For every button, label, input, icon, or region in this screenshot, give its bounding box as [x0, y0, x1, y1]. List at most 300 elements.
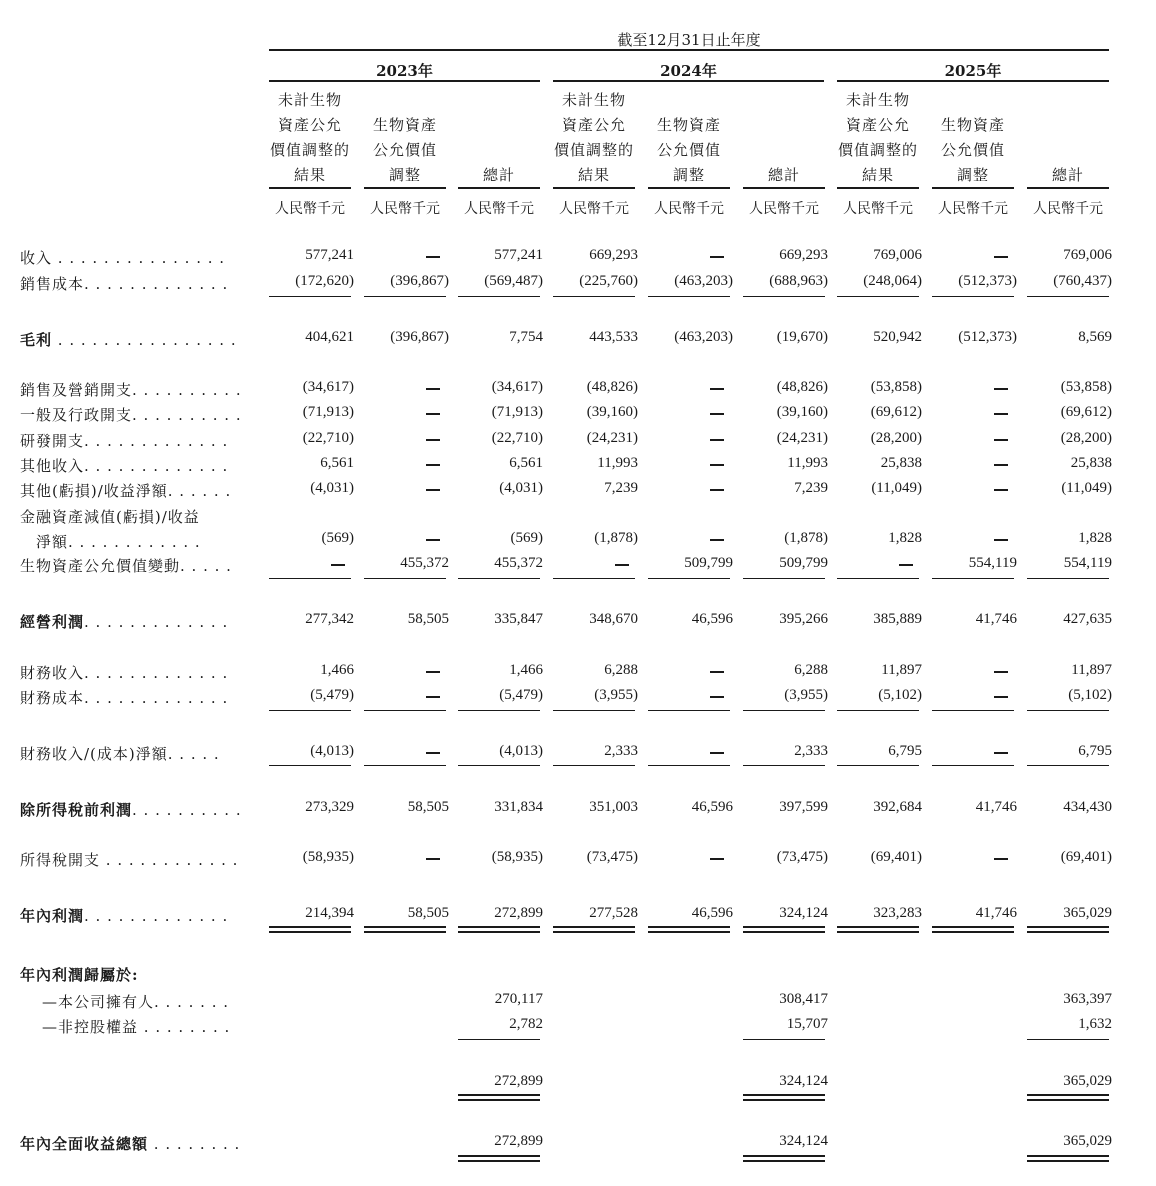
table-cell: (5,102)	[878, 687, 922, 703]
table-cell: 46,596	[691, 799, 733, 815]
column-header-rule	[743, 187, 825, 189]
row-label	[20, 849, 238, 870]
subtotal-rule	[364, 765, 446, 766]
row-label-text: 財務成本	[20, 689, 85, 707]
row-leader-dots: . . . . . . . . . .	[132, 381, 242, 399]
table-cell: 58,505	[407, 799, 449, 815]
table-cell: (3,955)	[784, 687, 828, 703]
table-cell: (4,013)	[310, 743, 354, 759]
table-cell: (4,013)	[499, 743, 543, 759]
year-rule	[269, 80, 540, 82]
nil-dash	[331, 564, 345, 566]
table-cell: (1,878)	[594, 530, 638, 546]
table-cell: (19,670)	[776, 329, 828, 345]
nil-dash	[994, 413, 1008, 415]
table-cell: 509,799	[684, 555, 733, 571]
table-cell: (69,612)	[1060, 404, 1112, 420]
column-header-rule	[553, 187, 635, 189]
subtotal-rule	[269, 578, 351, 579]
table-cell: 11,897	[881, 662, 922, 678]
row-leader-dots: . . . . . . . .	[148, 1135, 241, 1153]
table-cell: 324,124	[779, 905, 828, 921]
nil-dash	[426, 671, 440, 673]
row-leader-dots: . . . . . . . . . . . .	[68, 533, 201, 551]
subtotal-rule	[743, 710, 825, 711]
table-cell: (5,479)	[499, 687, 543, 703]
row-leader-dots: . . . . . . . . . . . . . . . .	[52, 331, 237, 349]
subtotal-rule	[932, 578, 1014, 579]
comprehensive-label	[20, 1133, 240, 1154]
column-header: 總計	[767, 166, 800, 184]
row-label-text: 財務收入/(成本)淨額	[20, 745, 168, 763]
subtotal-rule	[364, 578, 446, 579]
owners-value: 308,417	[779, 991, 828, 1007]
table-cell: 554,119	[1063, 555, 1112, 571]
table-cell: (569)	[321, 530, 354, 546]
nil-dash	[710, 413, 724, 415]
subtotal-rule	[837, 765, 919, 766]
subtotal-rule	[269, 710, 351, 711]
table-cell: (396,867)	[390, 273, 449, 289]
year-header: 2024年	[660, 62, 717, 80]
row-label-continuation: 淨額	[20, 533, 69, 551]
table-cell: (172,620)	[295, 273, 354, 289]
year-rule	[553, 80, 824, 82]
row-label	[20, 480, 231, 501]
nci-value: 15,707	[786, 1016, 828, 1032]
table-cell: 277,342	[305, 611, 354, 627]
nil-dash	[710, 439, 724, 441]
subtotal-rule	[1027, 296, 1109, 297]
comprehensive-value: 272,899	[494, 1133, 543, 1149]
row-leader-dots: . . . . . . . .	[138, 1018, 231, 1036]
table-cell: (39,160)	[776, 404, 828, 420]
nil-dash	[426, 696, 440, 698]
column-header: 總計	[1051, 166, 1084, 184]
row-leader-dots: . . . . .	[167, 745, 220, 763]
year-rule	[837, 80, 1109, 82]
row-leader-dots: . . . . . . .	[154, 993, 230, 1011]
total-double-rule	[1027, 926, 1109, 933]
total-double-rule	[553, 926, 635, 933]
row-label-text: 其他(虧損)/收益淨額	[20, 482, 168, 500]
row-label	[20, 611, 228, 632]
nil-dash	[426, 413, 440, 415]
table-cell: (48,826)	[586, 379, 638, 395]
subtotal-rule	[269, 765, 351, 766]
row-leader-dots: . . . . . . . . . . . .	[100, 851, 239, 869]
unit-label: 人民幣千元	[559, 201, 629, 217]
total-double-rule	[648, 926, 730, 933]
nil-dash	[710, 256, 724, 258]
column-header: 未計生物 資產公允 價值調整的 結果	[553, 91, 634, 184]
row-label-text: 生物資產公允價值變動	[20, 557, 181, 575]
row-leader-dots: . . . . .	[180, 557, 232, 575]
column-header: 生物資產 公允價值 調整	[656, 116, 721, 184]
nil-dash	[615, 564, 629, 566]
row-leader-dots: . . . . . . . . . . . . .	[84, 275, 229, 293]
nci-value: 2,782	[509, 1016, 543, 1032]
column-header: 生物資產 公允價值 調整	[940, 116, 1005, 184]
table-cell: (4,031)	[499, 480, 543, 496]
table-cell: 397,599	[779, 799, 828, 815]
subtotal-rule	[458, 765, 540, 766]
unit-label: 人民幣千元	[275, 201, 345, 217]
row-label	[20, 329, 237, 350]
row-label	[20, 743, 220, 764]
subtotal-rule	[743, 1039, 825, 1040]
table-cell: (248,064)	[863, 273, 922, 289]
subtotal-rule	[1027, 765, 1109, 766]
unit-label: 人民幣千元	[749, 201, 819, 217]
row-label-text: 其他收入	[20, 457, 85, 475]
column-header-rule	[269, 187, 351, 189]
subtotal-rule	[743, 765, 825, 766]
total-double-rule	[837, 926, 919, 933]
nil-dash	[710, 671, 724, 673]
table-cell: 392,684	[873, 799, 922, 815]
row-leader-dots: . . . . . . . . . . . . .	[84, 689, 229, 707]
subtotal-rule	[743, 296, 825, 297]
table-cell: 1,466	[509, 662, 543, 678]
row-label	[20, 455, 228, 476]
nil-dash	[426, 489, 440, 491]
table-cell: 11,993	[597, 455, 638, 471]
row-label-text: 研發開支	[20, 432, 85, 450]
subtotal-rule	[1027, 1039, 1109, 1040]
nil-dash	[994, 539, 1008, 541]
row-leader-dots: . . . . . . . . . . . . .	[84, 613, 229, 631]
table-cell: 669,293	[779, 247, 828, 263]
table-cell: (48,826)	[776, 379, 828, 395]
nil-dash	[994, 256, 1008, 258]
nil-dash	[994, 858, 1008, 860]
table-cell: 323,283	[873, 905, 922, 921]
row-label-text: 所得稅開支	[20, 851, 101, 869]
subtotal-rule	[837, 296, 919, 297]
table-cell: (71,913)	[302, 404, 354, 420]
table-cell: (569)	[510, 530, 543, 546]
subtotal-rule	[458, 578, 540, 579]
nil-dash	[426, 439, 440, 441]
row-label	[20, 505, 201, 555]
row-label-text: 銷售及營銷開支	[20, 381, 133, 399]
owners-value: 363,397	[1063, 991, 1112, 1007]
row-leader-dots: . . . . . .	[167, 482, 232, 500]
nil-dash	[426, 752, 440, 754]
nil-dash	[710, 752, 724, 754]
total-double-rule	[932, 926, 1014, 933]
subtotal-rule	[648, 765, 730, 766]
total-double-rule	[1027, 1094, 1109, 1101]
subtotal-rule	[837, 578, 919, 579]
table-cell: (73,475)	[586, 849, 638, 865]
attribution-label-text: —本公司擁有人	[42, 993, 155, 1011]
table-cell: 46,596	[691, 611, 733, 627]
table-cell: 351,003	[589, 799, 638, 815]
table-cell: 214,394	[305, 905, 354, 921]
table-cell: 58,505	[407, 905, 449, 921]
table-cell: (73,475)	[776, 849, 828, 865]
table-cell: 404,621	[305, 329, 354, 345]
subtotal-rule	[837, 710, 919, 711]
unit-label: 人民幣千元	[1033, 201, 1103, 217]
column-header: 未計生物 資產公允 價值調整的 結果	[837, 91, 918, 184]
table-cell: (34,617)	[302, 379, 354, 395]
table-cell: (11,049)	[1061, 480, 1112, 496]
row-leader-dots: . . . . . . . . . .	[132, 801, 242, 819]
row-label-text: 金融資產減值(虧損)/收益	[20, 508, 200, 526]
table-cell: 6,561	[509, 455, 543, 471]
table-cell: 427,635	[1063, 611, 1112, 627]
table-cell: (512,373)	[958, 329, 1017, 345]
attribution-label	[42, 1016, 230, 1037]
table-cell: (71,913)	[491, 404, 543, 420]
table-cell: 509,799	[779, 555, 828, 571]
table-cell: 273,329	[305, 799, 354, 815]
total-double-rule	[743, 926, 825, 933]
column-header-rule	[1027, 187, 1109, 189]
comprehensive-value: 365,029	[1063, 1133, 1112, 1149]
table-cell: (463,203)	[674, 329, 733, 345]
subtotal-rule	[553, 296, 635, 297]
table-cell: 577,241	[494, 247, 543, 263]
table-cell: 395,266	[779, 611, 828, 627]
attribution-total: 324,124	[779, 1073, 828, 1089]
total-double-rule	[364, 926, 446, 933]
row-leader-dots: . . . . . . . . . . . . . . .	[52, 249, 226, 267]
table-cell: 577,241	[305, 247, 354, 263]
table-cell: (11,049)	[871, 480, 922, 496]
column-header: 總計	[482, 166, 515, 184]
table-cell: 443,533	[589, 329, 638, 345]
table-cell: 46,596	[691, 905, 733, 921]
table-cell: (24,231)	[586, 430, 638, 446]
nil-dash	[994, 388, 1008, 390]
table-cell: (28,200)	[1060, 430, 1112, 446]
subtotal-rule	[648, 710, 730, 711]
subtotal-rule	[1027, 578, 1109, 579]
row-label-text: 年內利潤	[20, 907, 85, 925]
table-cell: 277,528	[589, 905, 638, 921]
table-cell: 7,754	[509, 329, 543, 345]
subtotal-rule	[648, 296, 730, 297]
table-cell: 6,561	[320, 455, 354, 471]
subtotal-rule	[932, 710, 1014, 711]
table-cell: 7,239	[794, 480, 828, 496]
nil-dash	[710, 858, 724, 860]
table-cell: (69,612)	[870, 404, 922, 420]
total-double-rule	[269, 926, 351, 933]
subtotal-rule	[364, 710, 446, 711]
row-label-text: 一般及行政開支	[20, 406, 133, 424]
nil-dash	[994, 671, 1008, 673]
row-leader-dots: . . . . . . . . . . . . .	[84, 432, 229, 450]
subtotal-rule	[553, 578, 635, 579]
table-cell: (4,031)	[310, 480, 354, 496]
row-leader-dots: . . . . . . . . . . . . .	[84, 907, 229, 925]
row-label-text: 財務收入	[20, 664, 85, 682]
row-label	[20, 430, 228, 451]
subtotal-rule	[553, 765, 635, 766]
table-cell: 2,333	[794, 743, 828, 759]
subtotal-rule	[269, 296, 351, 297]
attribution-label-text: —非控股權益	[42, 1018, 139, 1036]
table-cell: 6,795	[888, 743, 922, 759]
row-label-text: 毛利	[20, 331, 53, 349]
row-label	[20, 404, 242, 425]
table-cell: (22,710)	[491, 430, 543, 446]
table-cell: 455,372	[400, 555, 449, 571]
year-header: 2025年	[944, 62, 1002, 80]
subtotal-rule	[932, 765, 1014, 766]
year-header: 2023年	[376, 62, 433, 80]
row-label	[20, 799, 242, 820]
column-header-rule	[648, 187, 730, 189]
nil-dash	[710, 539, 724, 541]
table-cell: 272,899	[494, 905, 543, 921]
table-cell: 434,430	[1063, 799, 1112, 815]
table-cell: (760,437)	[1053, 273, 1112, 289]
table-cell: (39,160)	[586, 404, 638, 420]
table-cell: 365,029	[1063, 905, 1112, 921]
table-cell: 8,569	[1078, 329, 1112, 345]
row-leader-dots: . . . . . . . . . . . . .	[84, 664, 229, 682]
unit-label: 人民幣千元	[843, 201, 913, 217]
subtotal-rule	[458, 710, 540, 711]
table-cell: (58,935)	[491, 849, 543, 865]
column-header-rule	[837, 187, 919, 189]
subtotal-rule	[458, 296, 540, 297]
row-label	[20, 273, 228, 294]
row-label	[20, 905, 228, 926]
table-cell: (53,858)	[1060, 379, 1112, 395]
nil-dash	[994, 696, 1008, 698]
subtotal-rule	[648, 578, 730, 579]
table-cell: 25,838	[880, 455, 922, 471]
row-label	[20, 247, 225, 268]
table-cell: (22,710)	[302, 430, 354, 446]
table-cell: 669,293	[589, 247, 638, 263]
table-cell: 1,828	[888, 530, 922, 546]
table-cell: 41,746	[975, 799, 1017, 815]
total-double-rule	[1027, 1155, 1109, 1162]
nci-value: 1,632	[1078, 1016, 1112, 1032]
attribution-total: 272,899	[494, 1073, 543, 1089]
nil-dash	[426, 858, 440, 860]
table-cell: 6,288	[604, 662, 638, 678]
table-cell: (463,203)	[674, 273, 733, 289]
table-cell: (225,760)	[579, 273, 638, 289]
row-leader-dots: . . . . . . . . . . . . .	[84, 457, 229, 475]
nil-dash	[426, 388, 440, 390]
table-cell: 11,993	[787, 455, 828, 471]
nil-dash	[426, 256, 440, 258]
table-cell: 1,828	[1078, 530, 1112, 546]
unit-label: 人民幣千元	[370, 201, 440, 217]
table-cell: (688,963)	[769, 273, 828, 289]
table-cell: 385,889	[873, 611, 922, 627]
table-cell: (5,479)	[310, 687, 354, 703]
subtotal-rule	[364, 296, 446, 297]
table-cell: 41,746	[975, 611, 1017, 627]
unit-label: 人民幣千元	[938, 201, 1008, 217]
nil-dash	[994, 752, 1008, 754]
table-cell: 25,838	[1070, 455, 1112, 471]
row-label	[20, 555, 232, 576]
table-cell: (58,935)	[302, 849, 354, 865]
row-label	[20, 379, 242, 400]
unit-label: 人民幣千元	[654, 201, 724, 217]
subtotal-rule	[1027, 710, 1109, 711]
table-cell: (5,102)	[1068, 687, 1112, 703]
attribution-label	[42, 991, 229, 1012]
table-cell: (24,231)	[776, 430, 828, 446]
period-rule	[269, 49, 1109, 51]
table-cell: 554,119	[968, 555, 1017, 571]
table-cell: 7,239	[604, 480, 638, 496]
table-cell: (512,373)	[958, 273, 1017, 289]
table-cell: (69,401)	[870, 849, 922, 865]
subtotal-rule	[743, 578, 825, 579]
nil-dash	[994, 439, 1008, 441]
nil-dash	[426, 539, 440, 541]
comprehensive-label-text: 年內全面收益總額	[20, 1135, 149, 1153]
table-cell: (28,200)	[870, 430, 922, 446]
table-cell: 1,466	[320, 662, 354, 678]
row-label-text: 經營利潤	[20, 613, 85, 631]
nil-dash	[710, 388, 724, 390]
table-cell: 11,897	[1071, 662, 1112, 678]
table-cell: (34,617)	[491, 379, 543, 395]
column-header-rule	[458, 187, 540, 189]
nil-dash	[994, 489, 1008, 491]
table-cell: 6,288	[794, 662, 828, 678]
table-cell: 348,670	[589, 611, 638, 627]
total-double-rule	[458, 1094, 540, 1101]
table-cell: (3,955)	[594, 687, 638, 703]
comprehensive-value: 324,124	[779, 1133, 828, 1149]
column-header-rule	[932, 187, 1014, 189]
row-label-text: 銷售成本	[20, 275, 85, 293]
table-cell: 335,847	[494, 611, 543, 627]
period-header: 截至12月31日止年度	[617, 31, 761, 49]
table-cell: 520,942	[873, 329, 922, 345]
attribution-total: 365,029	[1063, 1073, 1112, 1089]
total-double-rule	[743, 1155, 825, 1162]
row-label-text: 除所得稅前利潤	[20, 801, 133, 819]
nil-dash	[710, 489, 724, 491]
row-leader-dots: . . . . . . . . . .	[132, 406, 242, 424]
table-cell: 6,795	[1078, 743, 1112, 759]
table-cell: 58,505	[407, 611, 449, 627]
unit-label: 人民幣千元	[464, 201, 534, 217]
nil-dash	[899, 564, 913, 566]
column-header: 未計生物 資產公允 價值調整的 結果	[269, 91, 350, 184]
subtotal-rule	[932, 296, 1014, 297]
attribution-title: 年內利潤歸屬於:	[20, 966, 139, 984]
nil-dash	[710, 464, 724, 466]
table-cell: (69,401)	[1060, 849, 1112, 865]
row-label	[20, 687, 228, 708]
table-cell: 769,006	[1063, 247, 1112, 263]
total-double-rule	[458, 1155, 540, 1162]
table-cell: (396,867)	[390, 329, 449, 345]
table-cell: 331,834	[494, 799, 543, 815]
total-double-rule	[458, 926, 540, 933]
row-label-text: 收入	[20, 249, 53, 267]
owners-value: 270,117	[494, 991, 543, 1007]
